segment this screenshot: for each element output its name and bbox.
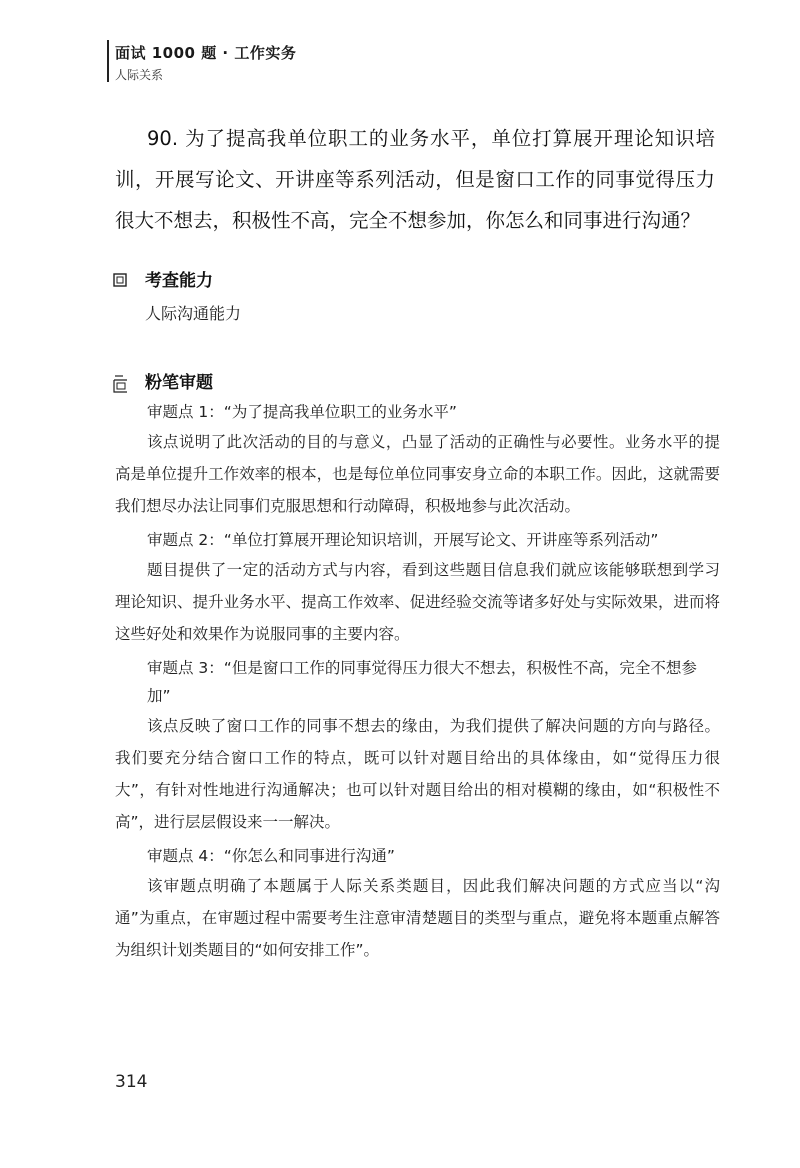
analysis-heading — [113, 368, 213, 393]
book-title: 面试 1000 题 · 工作实务 — [115, 44, 297, 62]
ability-label: 考查能力 — [145, 271, 213, 291]
ability-text: 人际沟通能力 — [145, 304, 242, 323]
analysis-body — [115, 398, 720, 970]
point-text: 该审题点明确了本题属于人际关系类题目，因此我们解决问题的方式应当以“沟通”为重点，在审题过程中需要考生注意审清楚题目的类型与重点，避免将本题重点解答为组织计划类题目的“如何安排工作”。 — [115, 877, 720, 959]
point-text: 该点反映了窗口工作的同事不想去的缘由，为我们提供了解决问题的方向与路径。我们要充分结合窗口工作的特点，既可以针对题目给出的具体缘由，如“觉得压力很大”，有针对性地进行沟通解决；也可以针对题目给出的相对模糊的缘由，如“积极性不高”，进行层层假设来一一解决。 — [115, 717, 720, 831]
ability-heading — [113, 266, 213, 291]
book-icon — [113, 374, 127, 388]
checkbox-icon — [113, 272, 127, 286]
point-title: 审题点 1：“为了提高我单位职工的业务水平” — [147, 403, 457, 421]
question-text: 90. 为了提高我单位职工的业务水平，单位打算展开理论知识培训，开展写论文、开讲座等系列活动，但是窗口工作的同事觉得压力很大不想去，积极性不高，完全不想参加，你怎么和同事进行沟通？ — [115, 127, 715, 232]
header-rule — [107, 40, 109, 82]
point-title: 审题点 2：“单位打算展开理论知识培训，开展写论文、开讲座等系列活动” — [147, 531, 659, 549]
point-title: 审题点 3：“但是窗口工作的同事觉得压力很大不想去，积极性不高，完全不想参加” — [147, 659, 697, 705]
point-text: 题目提供了一定的活动方式与内容，看到这些题目信息我们就应该能够联想到学习理论知识、提升业务水平、提高工作效率、促进经验交流等诸多好处与实际效果，进而将这些好处和效果作为说服同事的主要内容。 — [115, 561, 720, 643]
point-title: 审题点 4：“你怎么和同事进行沟通” — [147, 847, 395, 865]
point-text: 该点说明了此次活动的目的与意义，凸显了活动的正确性与必要性。业务水平的提高是单位提升工作效率的根本，也是每位单位同事安身立命的本职工作。因此，这就需要我们想尽办法让同事们克服思想和行动障碍，积极地参与此次活动。 — [115, 433, 720, 515]
section-title: 人际关系 — [115, 68, 164, 82]
page-number: 314 — [115, 1072, 148, 1092]
analysis-label: 粉笔审题 — [145, 373, 213, 393]
